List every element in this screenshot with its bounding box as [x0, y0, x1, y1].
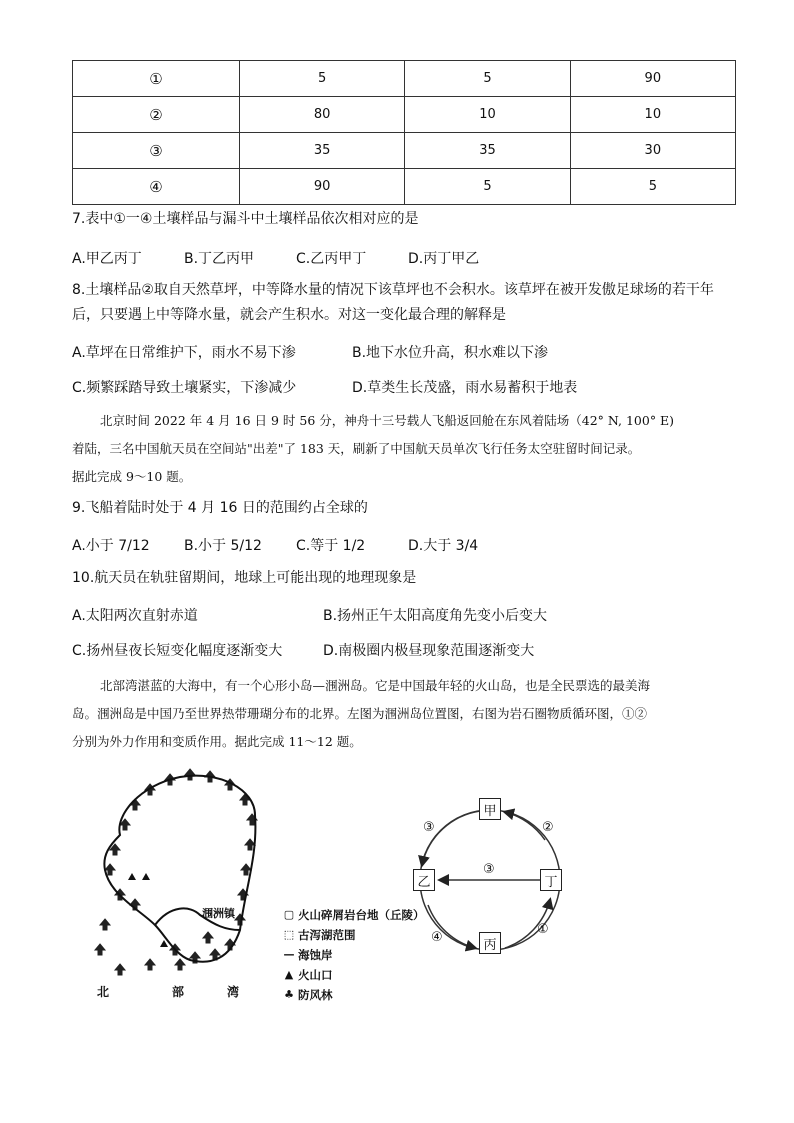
- rock-cycle-diagram: [395, 780, 595, 970]
- question-8-stem-line1: 8.土壤样品②取自天然草坪，中等降水量的情况下该草坪也不会积水。该草坪在被开发傲足球场的若干年: [72, 282, 714, 298]
- legend-label: 火山口: [298, 968, 333, 982]
- q10-option-d[interactable]: D.南极圈内极昼现象范围逐渐变大: [323, 643, 535, 659]
- rect-icon: ▢: [283, 908, 295, 921]
- town-label: 涠洲镇: [202, 907, 235, 920]
- sample-id-cell: ④: [73, 169, 240, 205]
- bay-char-3: 湾: [227, 985, 240, 999]
- passage1-line2: 着陆，三名中国航天员在空间站"出差"了 183 天，刷新了中国航天员单次飞行任务太空驻留时间记录。: [72, 441, 641, 456]
- legend-label: 防风林: [298, 988, 333, 1002]
- tree-icon: [95, 944, 105, 955]
- percentage-cell: 5: [240, 61, 405, 97]
- legend-item: [283, 985, 425, 1005]
- tree-icon: [185, 769, 195, 780]
- percentage-cell: 10: [570, 97, 735, 133]
- legend-label: 火山碎屑岩台地（丘陵）: [298, 908, 425, 922]
- q8-option-d[interactable]: D.草类生长茂盛，雨水易蓄积于地表: [352, 380, 578, 396]
- tree-icon: [203, 932, 213, 943]
- q7-option-d[interactable]: D.丙丁甲乙: [408, 251, 480, 267]
- percentage-cell: 5: [405, 61, 570, 97]
- q7-option-a[interactable]: A.甲乙丙丁: [72, 251, 142, 267]
- arrow-ding-to-jia: [505, 812, 545, 840]
- label-top-left: ③: [423, 820, 435, 835]
- q9-option-d[interactable]: D.大于 3/4: [408, 538, 479, 554]
- label-middle: ③: [483, 862, 495, 877]
- question-8-stem-line2: 后，只要遇上中等降水量，就会产生积水。对这一变化最合理的解释是: [72, 307, 506, 323]
- tree-icon: [100, 919, 110, 930]
- node-bing: 丙: [479, 932, 501, 954]
- question-9-stem: 9.飞船着陆时处于 4 月 16 日的范围约占全球的: [72, 500, 368, 516]
- q7-option-c[interactable]: C.乙丙甲丁: [296, 251, 367, 267]
- percentage-cell: 35: [240, 133, 405, 169]
- legend-label: 海蚀岸: [298, 948, 333, 962]
- question-7-stem: 7.表中①一④土壤样品与漏斗中土壤样品依次相对应的是: [72, 211, 419, 227]
- percentage-cell: 10: [405, 97, 570, 133]
- q8-option-a[interactable]: A.草坪在日常维护下，雨水不易下渗: [72, 345, 296, 361]
- bay-char-1: 北: [97, 985, 110, 999]
- passage1-line3: 据此完成 9～10 题。: [72, 469, 192, 484]
- percentage-cell: 90: [240, 169, 405, 205]
- percentage-cell: 5: [405, 169, 570, 205]
- tree-icon: [145, 959, 155, 970]
- label-bottom-left: ④: [431, 930, 443, 945]
- percentage-cell: 35: [405, 133, 570, 169]
- percentage-cell: 5: [570, 169, 735, 205]
- q9-option-c[interactable]: C.等于 1/2: [296, 538, 366, 554]
- question-10-stem: 10.航天员在轨驻留期间，地球上可能出现的地理现象是: [72, 570, 417, 586]
- q10-option-a[interactable]: A.太阳两次直射赤道: [72, 608, 198, 624]
- q8-option-b[interactable]: B.地下水位升高，积水难以下渗: [352, 345, 549, 361]
- passage-shenzhou: [72, 407, 736, 491]
- legend-label: 古泻湖范围: [298, 928, 356, 942]
- bay-char-2: 部: [172, 985, 185, 999]
- q9-option-a[interactable]: A.小于 7/12: [72, 538, 150, 554]
- dashed-rect-icon: ⬚: [283, 928, 295, 941]
- table-row: [73, 133, 736, 169]
- table-row: [73, 97, 736, 133]
- percentage-cell: 80: [240, 97, 405, 133]
- label-top-right: ②: [542, 820, 554, 835]
- tree-icon: [115, 964, 125, 975]
- percentage-cell: 30: [570, 133, 735, 169]
- sample-id-cell: ②: [73, 97, 240, 133]
- table-row: [73, 169, 736, 205]
- percentage-cell: 90: [570, 61, 735, 97]
- node-yi: 乙: [413, 869, 435, 891]
- q8-option-c[interactable]: C.频繁踩踏导致土壤紧实，下渗减少: [72, 380, 297, 396]
- q10-option-b[interactable]: B.扬州正午太阳高度角先变小后变大: [323, 608, 548, 624]
- sample-id-cell: ③: [73, 133, 240, 169]
- volcano-icon: [128, 873, 150, 880]
- label-bottom-right: ①: [537, 922, 549, 937]
- q9-option-b[interactable]: B.小于 5/12: [184, 538, 262, 554]
- q7-option-b[interactable]: B.丁乙丙甲: [184, 251, 255, 267]
- node-ding: 丁: [540, 869, 562, 891]
- q10-option-c[interactable]: C.扬州昼夜长短变化幅度逐渐变大: [72, 643, 283, 659]
- soil-sample-table: [72, 60, 736, 205]
- volcano-icon: ▲: [284, 968, 294, 981]
- passage1-line1: 北京时间 2022 年 4 月 16 日 9 时 56 分，神舟十三号载人飞船返回舱在东风着陆场（42° N, 100° E): [100, 413, 675, 428]
- sample-id-cell: ①: [73, 61, 240, 97]
- passage-weizhou: [72, 672, 736, 756]
- passage2-line1: 北部湾湛蓝的大海中，有一个心形小岛—涠洲岛。它是中国最年轻的火山岛，也是全民票选的最美海: [100, 678, 651, 693]
- passage2-line3: 分别为外力作用和变质作用。据此完成 11～12 题。: [72, 734, 362, 749]
- line-icon: —: [283, 948, 295, 961]
- tree-icon: [175, 959, 185, 970]
- node-jia: 甲: [479, 798, 501, 820]
- tree-icon: ♣: [284, 988, 294, 1001]
- table-row: [73, 61, 736, 97]
- island-coastline: [104, 776, 255, 962]
- passage2-line2: 岛。涠洲岛是中国乃至世界热带珊瑚分布的北界。左图为涠洲岛位置图，右图为岩石圈物质循环图，①②: [72, 706, 648, 721]
